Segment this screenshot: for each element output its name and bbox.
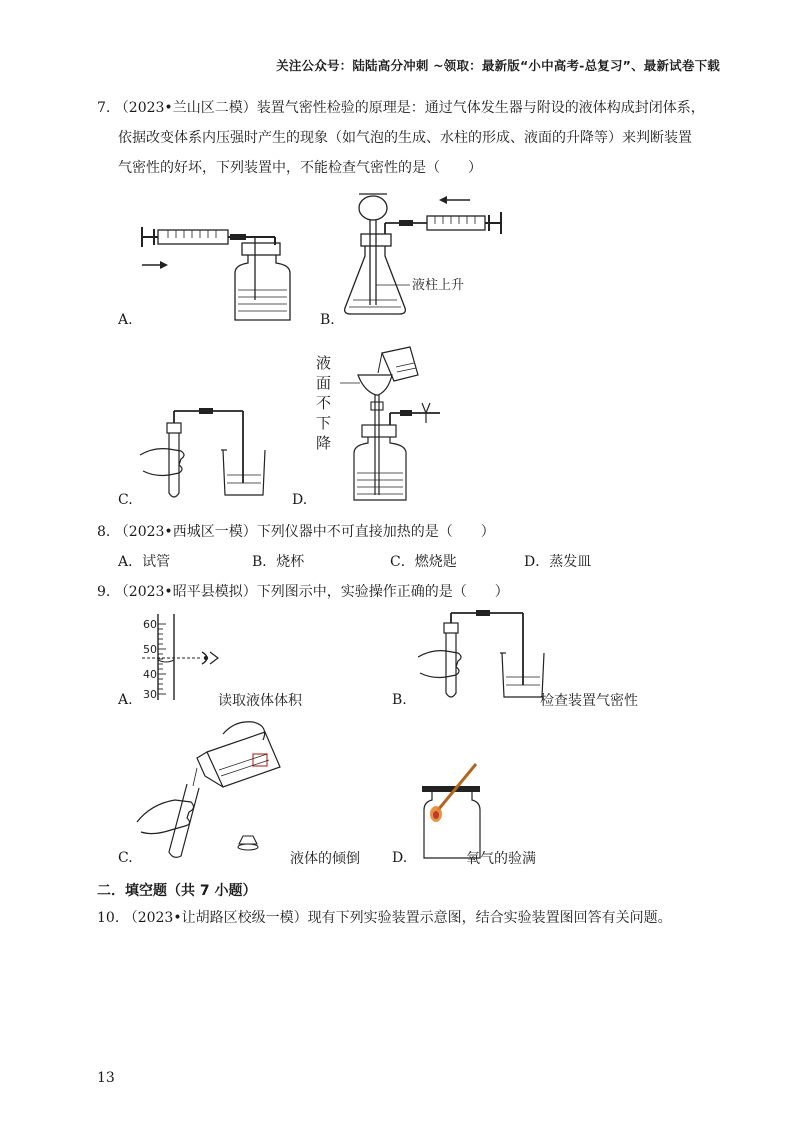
- q9-stem: 9. （2023•昭平县模拟）下列图示中，实验操作正确的是（ ）: [97, 584, 509, 600]
- q8-stem: 8. （2023•西城区一模）下列仪器中不可直接加热的是（ ）: [97, 524, 495, 540]
- q9-caption-d: 氧气的验满: [466, 851, 536, 867]
- cylinder-tick-50: 50: [143, 643, 157, 656]
- q9-figure-c: [135, 712, 285, 862]
- q9-figure-d: [418, 762, 498, 862]
- q8-option-b: B．烧杯: [252, 554, 305, 570]
- q8-option-c: C．燃烧匙: [390, 554, 457, 570]
- q7-b-annotation: 液柱上升: [412, 278, 465, 293]
- q9-caption-c: 液体的倾倒: [290, 851, 360, 867]
- q9-label-a: A.: [118, 692, 133, 708]
- section-title: 二．填空题（共 7 小题）: [97, 883, 257, 899]
- q7-figure-d: [340, 345, 455, 505]
- page-number: 13: [97, 1070, 115, 1086]
- q9-label-d: D.: [392, 850, 408, 866]
- q7-line3: 气密性的好坏，下列装置中，不能检查气密性的是（ ）: [118, 160, 482, 176]
- q10-stem: 10. （2023•让胡路区校级一模）现有下列实验装置示意图，结合实验装置图回答有关问题。: [97, 910, 672, 926]
- q7-line2: 依据改变体系内压强时产生的现象（如气泡的生成、水柱的形成、液面的升降等）来判断装置: [118, 130, 692, 146]
- q7-figure-b: [335, 190, 515, 325]
- cylinder-tick-60: 60: [143, 618, 157, 631]
- q7-line1: 7. （2023•兰山区二模）装置气密性检验的原理是：通过气体发生器与附设的液体构成封闭体系，: [97, 100, 705, 116]
- q7-label-d: D.: [292, 492, 308, 508]
- q8-option-a: A．试管: [118, 554, 171, 570]
- q9-label-b: B.: [392, 692, 407, 708]
- q7-label-c: C.: [118, 492, 133, 508]
- q7-label-b: B.: [320, 312, 335, 328]
- cylinder-tick-30: 30: [143, 688, 157, 701]
- cylinder-tick-40: 40: [143, 668, 157, 681]
- q9-figure-b: [418, 605, 548, 705]
- page-header: 关注公众号：陆陆高分冲刺 ~领取：最新版“小中高考-总复习”、最新试卷下载: [276, 58, 720, 73]
- q8-option-d: D．蒸发皿: [524, 554, 592, 570]
- q9-caption-b: 检查装置气密性: [540, 693, 638, 709]
- q7-label-a: A.: [118, 312, 133, 328]
- q9-caption-a: 读取液体体积: [218, 693, 302, 709]
- q9-figure-a: [130, 612, 230, 707]
- q7-d-annotation: 液 面 不 下 降: [316, 354, 332, 452]
- q7-figure-c: [135, 395, 275, 505]
- q7-figure-a: [130, 205, 310, 325]
- q9-label-c: C.: [118, 850, 133, 866]
